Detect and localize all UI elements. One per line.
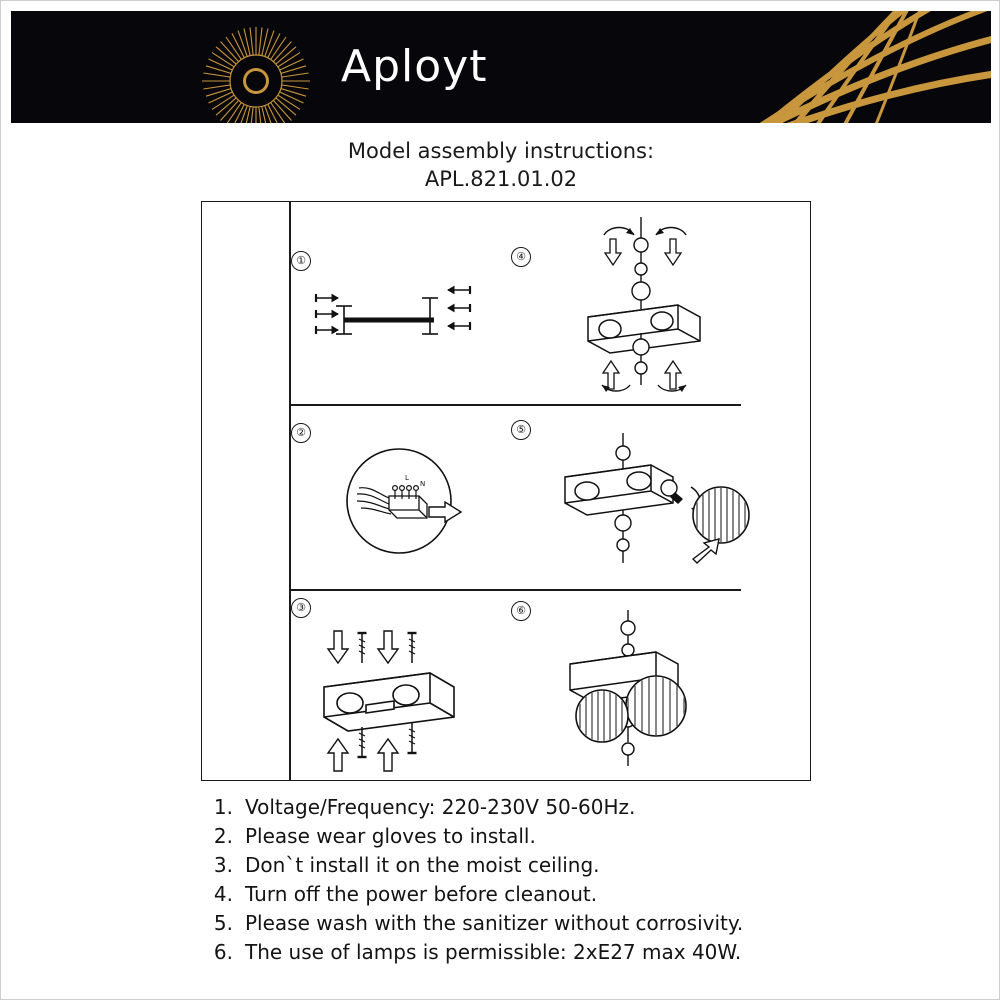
- safety-notes-list: [199, 793, 899, 967]
- note-index: 1.: [213, 795, 233, 819]
- list-item: [199, 822, 899, 851]
- note-text: Don`t install it on the moist ceiling.: [245, 853, 600, 877]
- step-number-3: ③: [291, 598, 311, 618]
- sunburst-icon: [196, 21, 316, 123]
- figure-base-fixing: [306, 621, 476, 776]
- figure-finished-assembly: [556, 606, 736, 771]
- grid-horizontal-divider-2: [289, 589, 741, 591]
- note-text: Please wear gloves to install.: [245, 824, 536, 848]
- step-number-6: ⑥: [511, 601, 531, 621]
- figure-bulb-install: [551, 431, 771, 581]
- note-index: 2.: [213, 824, 233, 848]
- list-item: [199, 909, 899, 938]
- grid-vertical-divider: [289, 202, 291, 780]
- page-title: [1, 137, 1000, 193]
- step-number-1: ①: [291, 251, 311, 271]
- step-number-2: ②: [291, 423, 311, 443]
- figure-wiring-connection: [341, 446, 471, 561]
- figure-decor-rods: [566, 213, 746, 393]
- list-item: [199, 851, 899, 880]
- svg-text:L: L: [405, 474, 409, 482]
- list-item: [199, 880, 899, 909]
- note-text: Please wash with the sanitizer without corrosivity.: [245, 911, 744, 935]
- title-line-2: APL.821.01.02: [424, 167, 578, 191]
- grid-horizontal-divider-1: [289, 404, 741, 406]
- note-text: Voltage/Frequency: 220-230V 50-60Hz.: [245, 795, 636, 819]
- svg-text:N: N: [420, 480, 426, 488]
- note-index: 6.: [213, 940, 233, 964]
- radiating-rays-icon: [581, 11, 991, 123]
- figure-mounting-bracket: [306, 276, 481, 361]
- list-item: [199, 793, 899, 822]
- list-item: [199, 938, 899, 967]
- note-index: 3.: [213, 853, 233, 877]
- note-text: The use of lamps is permissible: 2xE27 max 40W.: [245, 940, 742, 964]
- brand-banner: [11, 11, 991, 123]
- step-number-4: ④: [511, 247, 531, 267]
- brand-name: Aployt: [341, 41, 488, 92]
- title-line-1: Model assembly instructions:: [347, 139, 655, 163]
- note-text: Turn off the power before cleanout.: [245, 882, 598, 906]
- step-number-5: ⑤: [511, 420, 531, 440]
- note-index: 5.: [213, 911, 233, 935]
- note-index: 4.: [213, 882, 233, 906]
